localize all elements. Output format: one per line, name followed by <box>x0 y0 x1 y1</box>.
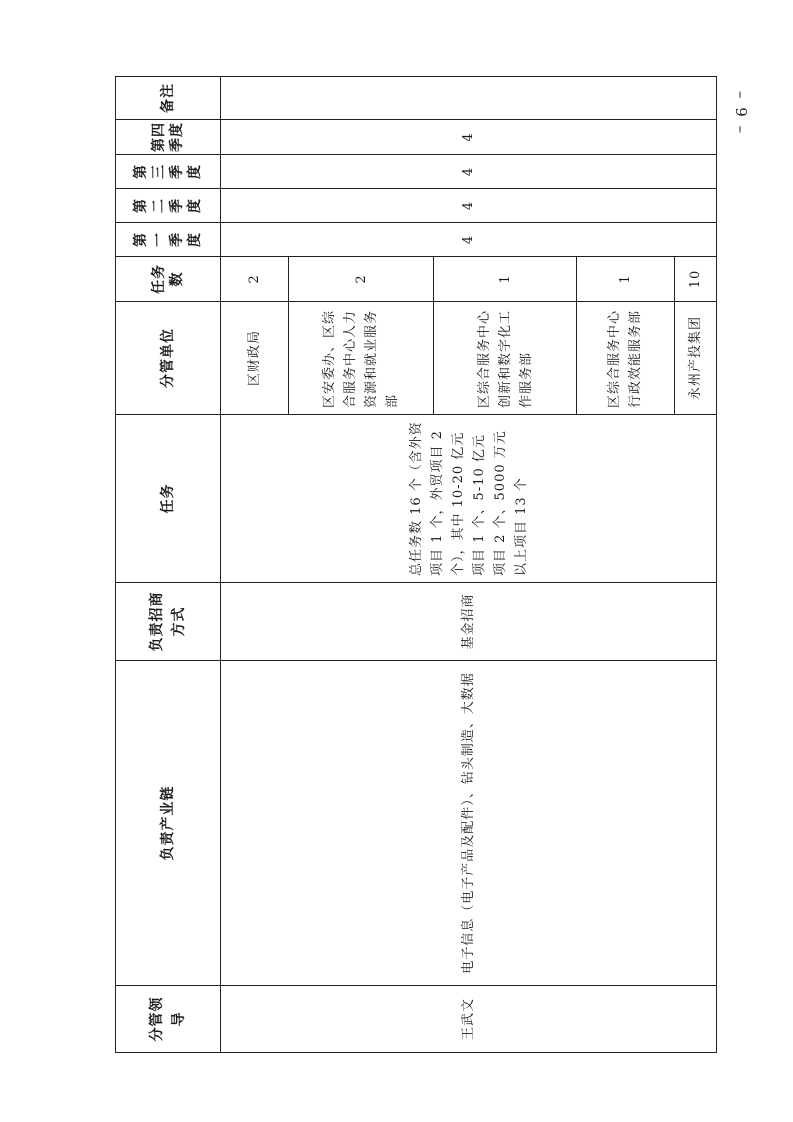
unit-cell: 区财政局 <box>221 302 289 415</box>
method-cell: 基金招商 <box>221 583 717 661</box>
task-count-cell: 1 <box>434 257 577 302</box>
unit-cell: 区综合服务中心创新和数字化工作服务部 <box>434 302 577 415</box>
header-task: 任务 <box>116 415 221 583</box>
task-count-cell: 10 <box>675 257 717 302</box>
unit-cell: 永州产投集团 <box>675 302 717 415</box>
header-q2: 第二季度 <box>116 189 221 223</box>
header-task-count: 任务数 <box>116 257 221 302</box>
task-count-cell: 1 <box>576 257 674 302</box>
q4-cell: 4 <box>221 120 717 155</box>
header-unit: 分管单位 <box>116 302 221 415</box>
header-industry-chain: 负责产业链 <box>116 661 221 986</box>
task-count-cell: 2 <box>221 257 289 302</box>
page-number: – 9 – <box>732 90 750 136</box>
q1-cell: 4 <box>221 223 717 257</box>
header-leader: 分管领导 <box>116 986 221 1053</box>
leader-cell: 王武文 <box>221 986 717 1053</box>
task-count-cell: 2 <box>289 257 434 302</box>
unit-cell: 区安委办、区综合服务中心人力资源和就业服务部 <box>289 302 434 415</box>
header-q4: 第四季度 <box>116 120 221 155</box>
task-cell: 总任务数 16 个（含外资项目 1 个，外贸项目 2 个），其中 10-20 亿元项目 1 个、5-10 亿元项目 2 个、5000 万元以上项目 13 个 <box>221 415 717 583</box>
header-q1: 第一季度 <box>116 223 221 257</box>
header-method: 负责招商方式 <box>116 583 221 661</box>
q3-cell: 4 <box>221 155 717 189</box>
header-q3: 第三季度 <box>116 155 221 189</box>
rotated-table-wrapper <box>115 77 717 1053</box>
table-row <box>221 77 289 1053</box>
task-allocation-table <box>115 76 717 1053</box>
header-note: 备注 <box>116 77 221 120</box>
industry-chain-cell: 电子信息（电子产品及配件）、钻头制造、大数据 <box>221 661 717 986</box>
unit-cell: 区综合服务中心行政效能服务部 <box>576 302 674 415</box>
note-cell <box>221 77 717 120</box>
table-header-row <box>116 77 221 1053</box>
q2-cell: 4 <box>221 189 717 223</box>
